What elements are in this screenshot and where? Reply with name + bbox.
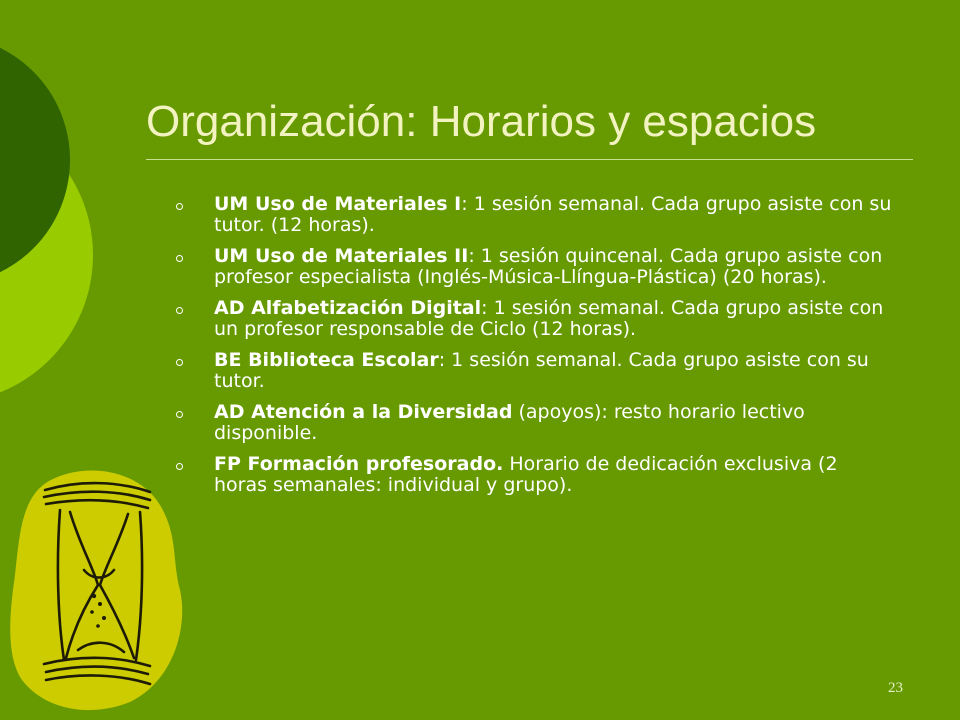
- ring-bullet-icon: [176, 463, 183, 470]
- ring-bullet-icon: [176, 203, 183, 210]
- bullet-description: : 1 sesión quincenal. Cada grupo asiste con profesor especialista (Inglés-Música-Llíngua-Plástica) (20 horas).: [214, 245, 883, 288]
- bullet-item: [175, 298, 895, 340]
- bullet-term: FP Formación profesorado.: [214, 453, 504, 475]
- bullet-description: : 1 sesión semanal. Cada grupo asiste con un profesor responsable de Ciclo (12 horas).: [214, 297, 884, 340]
- bullet-description: : 1 sesión semanal. Cada grupo asiste con su tutor. (12 horas).: [214, 193, 892, 236]
- bullet-description: Horario de dedicación exclusiva (2 horas semanales: individual y grupo).: [214, 453, 838, 496]
- bullet-term: BE Biblioteca Escolar: [214, 349, 439, 371]
- bullet-item: [175, 246, 895, 288]
- bullet-item: [175, 350, 895, 392]
- bullet-item: [175, 194, 895, 236]
- bullet-item: [175, 402, 895, 444]
- bullet-term: UM Uso de Materiales I: [214, 193, 462, 215]
- yellow-blob: [10, 471, 182, 711]
- bullet-description: (apoyos): resto horario lectivo disponible.: [214, 401, 805, 444]
- ring-bullet-icon: [176, 359, 183, 366]
- bullet-term: AD Atención a la Diversidad: [214, 401, 513, 423]
- ring-bullet-icon: [176, 307, 183, 314]
- bullet-description: : 1 sesión semanal. Cada grupo asiste con su tutor.: [214, 349, 869, 392]
- title-divider: [146, 159, 913, 160]
- ring-bullet-icon: [176, 255, 183, 262]
- page-number: 23: [888, 680, 903, 696]
- bullet-list: [175, 194, 895, 506]
- bullet-item: [175, 454, 895, 496]
- slide-title: Organización: Horarios y espacios: [146, 97, 817, 146]
- bullet-term: UM Uso de Materiales II: [214, 245, 469, 267]
- bullet-term: AD Alfabetización Digital: [214, 297, 482, 319]
- ring-bullet-icon: [176, 411, 183, 418]
